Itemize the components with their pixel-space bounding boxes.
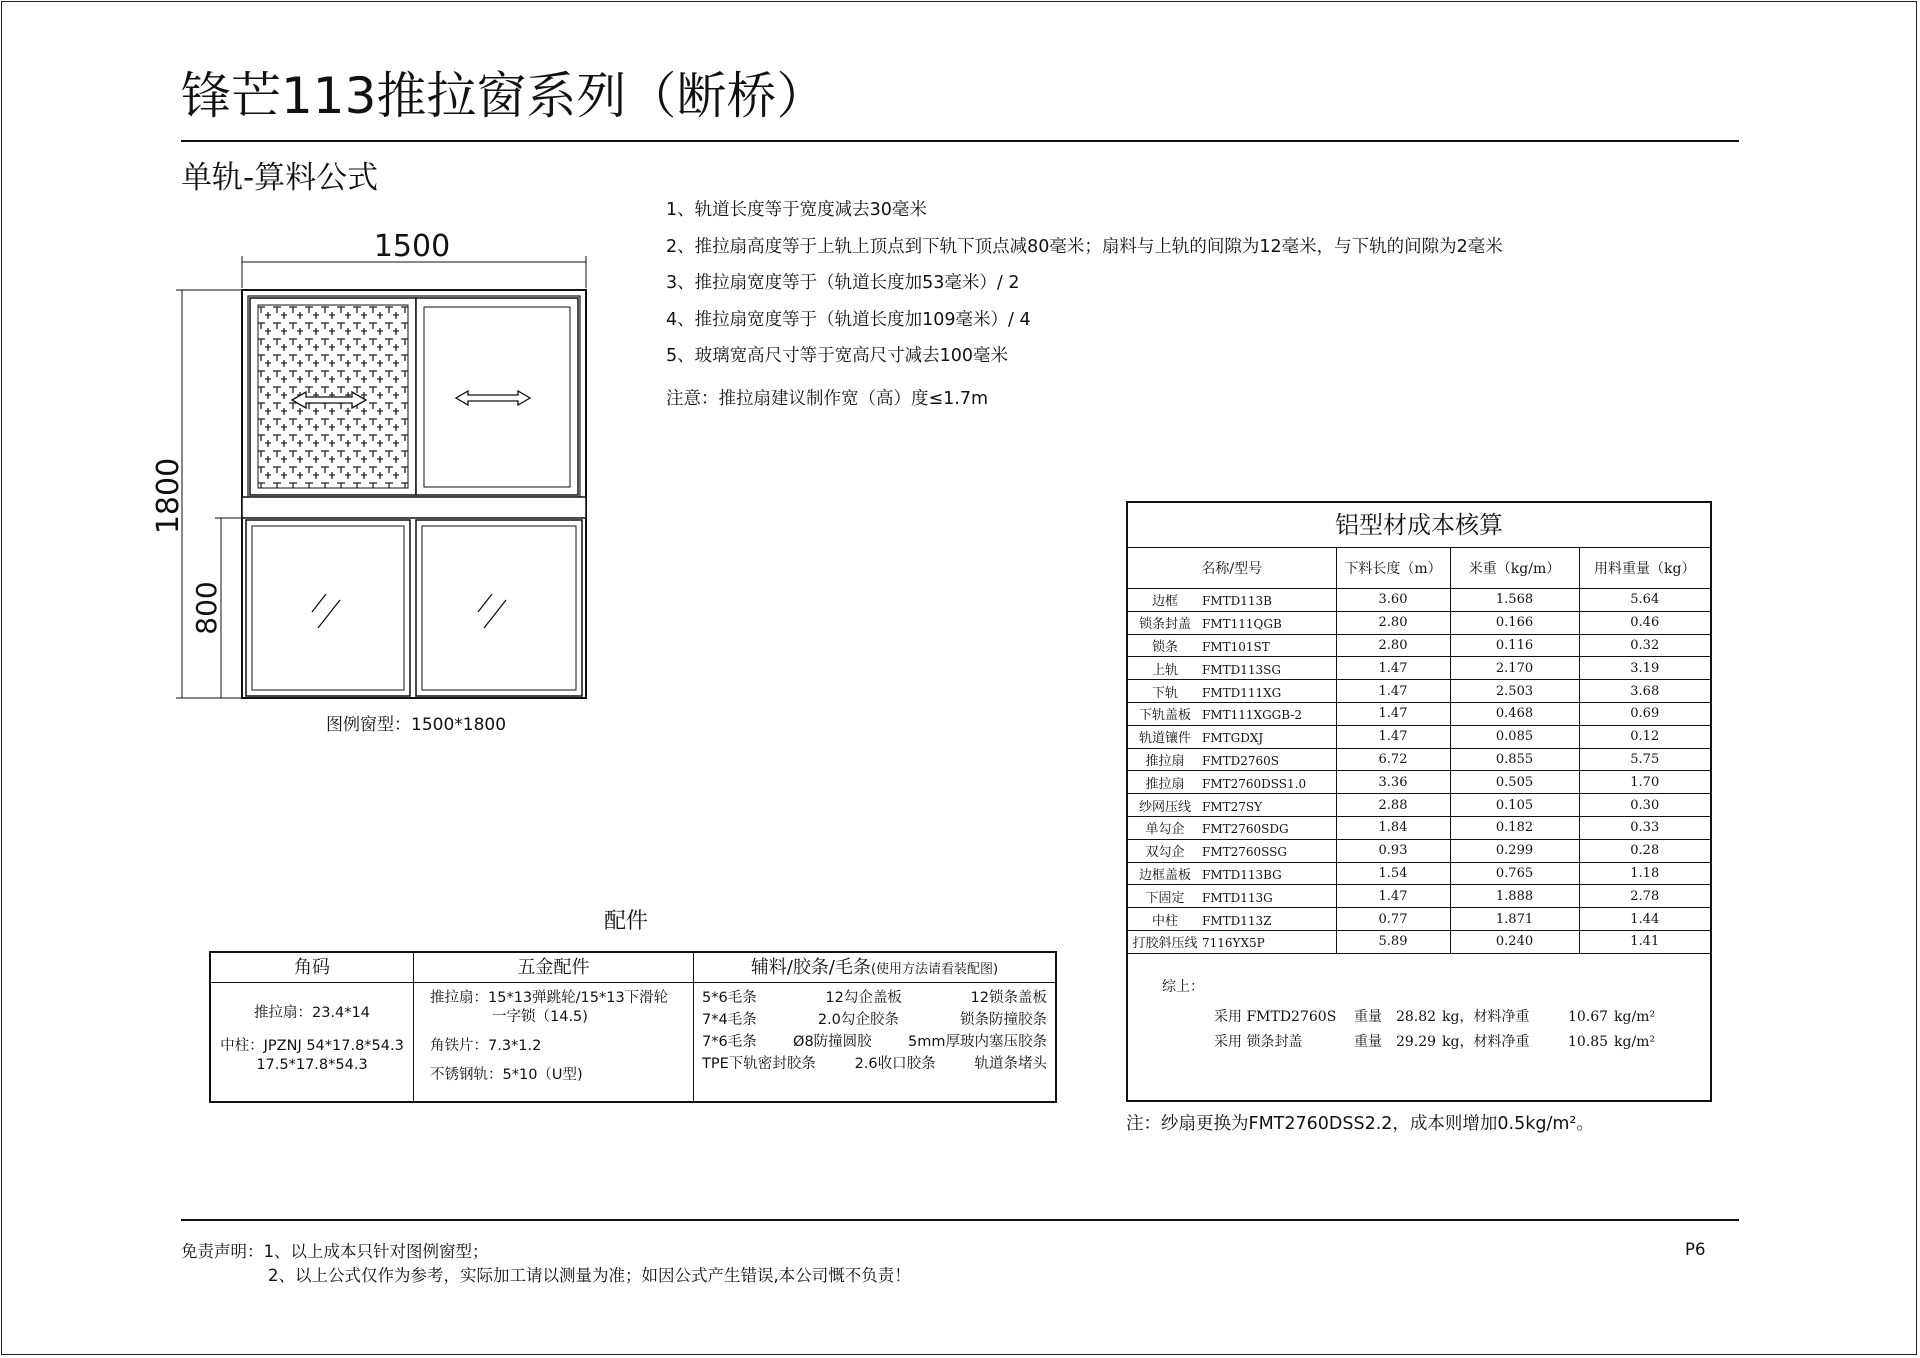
cell-unit-weight: 1.871	[1450, 908, 1579, 931]
summary-weight: 28.82	[1395, 1008, 1437, 1025]
cell-weight: 5.75	[1579, 748, 1710, 771]
section-subtitle: 单轨-算料公式	[181, 160, 379, 196]
part-name: 下轨	[1151, 685, 1178, 701]
list-item: 7*4毛条	[702, 1012, 757, 1028]
cell-weight: 3.19	[1579, 657, 1710, 680]
part-code: FMT101ST	[1202, 639, 1270, 654]
summary-row	[1214, 1031, 1655, 1051]
part-code: FMT27SY	[1202, 799, 1263, 814]
list-item: 2.0勾企胶条	[817, 1012, 899, 1028]
cost-footnote: 注：纱扇更换为FMT2760DSS2.2，成本则增加0.5kg/m²。	[1126, 1114, 1594, 1134]
summary-use: 采用 FMTD2760S	[1214, 1008, 1337, 1025]
cell-weight: 1.41	[1579, 930, 1710, 953]
list-item: 不锈钢轨：5*10（U型)	[430, 1067, 583, 1083]
cell-name	[1128, 680, 1336, 703]
cell-name	[1128, 657, 1336, 680]
cell-unit-weight: 2.503	[1450, 680, 1579, 703]
cost-table-title: 铝型材成本核算	[1128, 503, 1710, 548]
footer-divider	[181, 1219, 1739, 1221]
cell-unit-weight: 0.299	[1450, 839, 1579, 862]
part-code: FMT111XGGB-2	[1202, 708, 1302, 723]
accessory-row	[702, 1053, 1047, 1075]
part-name: 轨道镶件	[1138, 731, 1191, 747]
cell-unit-weight: 1.568	[1450, 589, 1579, 612]
cell-name	[1128, 611, 1336, 634]
accessory-row	[702, 1009, 1047, 1031]
accessory-row	[702, 987, 1047, 1009]
cell-weight: 5.64	[1579, 589, 1710, 612]
summary-row	[1214, 1006, 1655, 1026]
table-row	[1128, 771, 1710, 794]
list-item: 12锁条盖板	[970, 990, 1047, 1006]
list-item: 2.6收口胶条	[854, 1056, 936, 1072]
summary-weight: 29.29	[1395, 1033, 1437, 1050]
cell-name	[1128, 908, 1336, 931]
height-dimension: 1800	[151, 457, 186, 535]
cell-weight: 3.68	[1579, 680, 1710, 703]
cell-name	[1128, 794, 1336, 817]
list-item: 推拉扇：23.4*14	[254, 1005, 370, 1021]
cell-unit-weight: 0.855	[1450, 748, 1579, 771]
cell-name	[1128, 748, 1336, 771]
cell-unit-weight: 0.085	[1450, 725, 1579, 748]
summary-unit: kg，材料净重	[1442, 1008, 1530, 1025]
window-drawing	[140, 220, 600, 710]
part-name: 双勾企	[1145, 845, 1185, 861]
list-item: 12勾企盖板	[825, 990, 902, 1006]
part-name: 打胶斜压线	[1132, 936, 1198, 952]
list-item: 7*6毛条	[702, 1034, 757, 1050]
formula-item: 5、玻璃宽高尺寸等于宽高尺寸减去100毫米	[666, 346, 1009, 366]
cell-length: 3.60	[1336, 589, 1450, 612]
cell-name	[1128, 862, 1336, 885]
column-header: 五金配件	[414, 953, 693, 983]
cost-table	[1126, 501, 1712, 1102]
cell-weight: 0.28	[1579, 839, 1710, 862]
cell-weight: 0.32	[1579, 634, 1710, 657]
list-item: 5*6毛条	[702, 990, 757, 1006]
formula-item: 4、推拉扇宽度等于（轨道长度加109毫米）/ 4	[666, 309, 1031, 330]
cell-name	[1128, 725, 1336, 748]
parts-column-corner	[211, 953, 414, 1101]
part-code: FMTD113B	[1202, 594, 1272, 609]
cell-unit-weight: 0.765	[1450, 862, 1579, 885]
cell-name	[1128, 634, 1336, 657]
cell-length: 1.47	[1336, 680, 1450, 703]
list-item: Ø8防撞圆胶	[793, 1034, 872, 1050]
table-row	[1128, 702, 1710, 725]
page-title: 锋芒113推拉窗系列（断桥）	[181, 67, 827, 125]
cost-grid	[1128, 548, 1710, 954]
column-header-note: (使用方法请看装配图)	[870, 962, 999, 977]
summary-weight-label: 重量	[1354, 1008, 1382, 1025]
part-name: 边框盖板	[1138, 867, 1191, 883]
table-row	[1128, 680, 1710, 703]
part-code: FMT2760SDG	[1202, 822, 1289, 837]
part-code: FMT2760DSS1.0	[1202, 776, 1307, 791]
cell-weight: 0.12	[1579, 725, 1710, 748]
list-item: 角铁片：7.3*1.2	[430, 1038, 542, 1054]
cell-unit-weight: 0.240	[1450, 930, 1579, 953]
table-row	[1128, 930, 1710, 953]
part-code: FMT111QGB	[1202, 617, 1282, 632]
part-name: 上轨	[1151, 662, 1178, 678]
cell-length: 1.47	[1336, 885, 1450, 908]
cell-name	[1128, 702, 1336, 725]
column-header: 角码	[211, 953, 413, 983]
list-item: 轨道条堵头	[974, 1056, 1047, 1072]
list-item: 中柱：JPZNJ 54*17.8*54.3	[220, 1038, 404, 1054]
cell-weight: 0.46	[1579, 611, 1710, 634]
cell-length: 1.54	[1336, 862, 1450, 885]
cell-length: 0.77	[1336, 908, 1450, 931]
table-row	[1128, 794, 1710, 817]
table-row	[1128, 862, 1710, 885]
table-row	[1128, 908, 1710, 931]
summary-net: 10.85	[1567, 1033, 1609, 1050]
table-row	[1128, 611, 1710, 634]
part-code: FMTD2760S	[1202, 753, 1279, 768]
table-row	[1128, 725, 1710, 748]
cell-length: 5.89	[1336, 930, 1450, 953]
part-name: 推拉扇	[1145, 776, 1185, 792]
part-code: FMT2760SSG	[1202, 845, 1287, 860]
drawing-caption: 图例窗型：1500*1800	[326, 715, 507, 735]
summary-weight-label: 重量	[1354, 1033, 1382, 1050]
list-item: 17.5*17.8*54.3	[256, 1057, 368, 1073]
table-row	[1128, 634, 1710, 657]
column-header: 名称/型号	[1128, 548, 1336, 589]
part-name: 推拉扇	[1145, 753, 1185, 769]
cell-name	[1128, 885, 1336, 908]
cell-unit-weight: 2.170	[1450, 657, 1579, 680]
part-name: 下轨盖板	[1138, 708, 1191, 724]
column-header: 米重（kg/m）	[1450, 548, 1579, 589]
cell-name	[1128, 816, 1336, 839]
parts-table	[209, 951, 1057, 1103]
cell-unit-weight: 0.116	[1450, 634, 1579, 657]
cell-weight: 0.69	[1579, 702, 1710, 725]
part-code: FMTD113BG	[1202, 867, 1282, 882]
part-code: FMTGDXJ	[1202, 731, 1264, 746]
cell-unit-weight: 0.105	[1450, 794, 1579, 817]
list-item: 锁条防撞胶条	[959, 1012, 1047, 1028]
part-code: FMTD111XG	[1202, 685, 1282, 700]
summary-label: 综上：	[1162, 978, 1204, 995]
cell-length: 0.93	[1336, 839, 1450, 862]
cell-weight: 0.33	[1579, 816, 1710, 839]
caution-note: 注意：推拉扇建议制作宽（高）度≤1.7m	[666, 388, 989, 409]
summary-unit2: kg/m²	[1614, 1033, 1656, 1050]
list-item: 推拉扇：15*13弹跳轮/15*13下滑轮	[430, 990, 669, 1006]
parts-title: 配件	[604, 909, 649, 934]
summary-unit2: kg/m²	[1614, 1008, 1656, 1025]
title-divider	[181, 140, 1739, 142]
part-code: FMTD113G	[1202, 890, 1273, 905]
table-row	[1128, 657, 1710, 680]
part-name: 纱网压线	[1138, 799, 1191, 815]
cell-length: 6.72	[1336, 748, 1450, 771]
cell-unit-weight: 0.468	[1450, 702, 1579, 725]
cell-length: 1.47	[1336, 725, 1450, 748]
summary-net: 10.67	[1567, 1008, 1609, 1025]
part-code: 7116YX5P	[1202, 936, 1265, 951]
page-number: P6	[1685, 1240, 1706, 1259]
summary-use: 采用 锁条封盖	[1214, 1033, 1303, 1050]
formula-item: 2、推拉扇高度等于上轨上顶点到下轨下顶点减80毫米；扇料与上轨的间隙为12毫米，与下轨的间隙为2毫米	[666, 236, 1503, 257]
cell-length: 1.47	[1336, 657, 1450, 680]
part-name: 单勾企	[1145, 822, 1185, 838]
cell-name	[1128, 589, 1336, 612]
part-code: FMTD113Z	[1202, 913, 1272, 928]
table-header-row	[1128, 548, 1710, 589]
part-name: 下固定	[1145, 890, 1185, 906]
part-code: FMTD113SG	[1202, 662, 1281, 677]
cell-name	[1128, 771, 1336, 794]
disclaimer-line: 免责声明：1、以上成本只针对图例窗型；	[181, 1242, 489, 1261]
table-row	[1128, 816, 1710, 839]
disclaimer	[181, 1240, 911, 1288]
lower-height-dimension: 800	[190, 581, 223, 635]
column-header: 用料重量（kg）	[1579, 548, 1710, 589]
width-dimension: 1500	[373, 229, 451, 264]
cell-length: 1.47	[1336, 702, 1450, 725]
formula-item: 1、轨道长度等于宽度减去30毫米	[666, 200, 927, 220]
cell-unit-weight: 0.166	[1450, 611, 1579, 634]
part-name: 锁条	[1151, 639, 1178, 655]
part-name: 锁条封盖	[1138, 617, 1191, 633]
list-item: 一字锁（14.5)	[492, 1009, 588, 1025]
disclaimer-line: 2、以上公式仅作为参考，实际加工请以测量为准；如因公式产生错误,本公司慨不负责！	[268, 1266, 911, 1285]
cell-length: 1.84	[1336, 816, 1450, 839]
cell-weight: 1.44	[1579, 908, 1710, 931]
list-item: TPE下轨密封胶条	[702, 1056, 816, 1072]
cell-weight: 1.18	[1579, 862, 1710, 885]
cell-length: 3.36	[1336, 771, 1450, 794]
cell-weight: 0.30	[1579, 794, 1710, 817]
cell-unit-weight: 1.888	[1450, 885, 1579, 908]
table-row	[1128, 839, 1710, 862]
part-name: 中柱	[1151, 913, 1178, 929]
table-row	[1128, 589, 1710, 612]
formula-item: 3、推拉扇宽度等于（轨道长度加53毫米）/ 2	[666, 273, 1020, 293]
cell-length: 2.80	[1336, 634, 1450, 657]
formula-list	[666, 198, 1666, 423]
table-row	[1128, 748, 1710, 771]
column-header-label: 辅料/胶条/毛条	[750, 957, 871, 978]
cell-unit-weight: 0.505	[1450, 771, 1579, 794]
cell-weight: 1.70	[1579, 771, 1710, 794]
cell-length: 2.80	[1336, 611, 1450, 634]
list-item: 5mm厚玻内塞压胶条	[908, 1034, 1047, 1050]
column-header	[694, 953, 1055, 983]
table-row	[1128, 885, 1710, 908]
parts-column-hardware	[414, 953, 694, 1101]
cell-weight: 2.78	[1579, 885, 1710, 908]
part-name: 边框	[1151, 594, 1178, 610]
column-header: 下料长度（m）	[1336, 548, 1450, 589]
cell-name	[1128, 930, 1336, 953]
cell-unit-weight: 0.182	[1450, 816, 1579, 839]
cell-name	[1128, 839, 1336, 862]
cell-length: 2.88	[1336, 794, 1450, 817]
accessory-row	[702, 1031, 1047, 1053]
summary-unit: kg，材料净重	[1442, 1033, 1530, 1050]
parts-column-accessories	[694, 953, 1055, 1101]
